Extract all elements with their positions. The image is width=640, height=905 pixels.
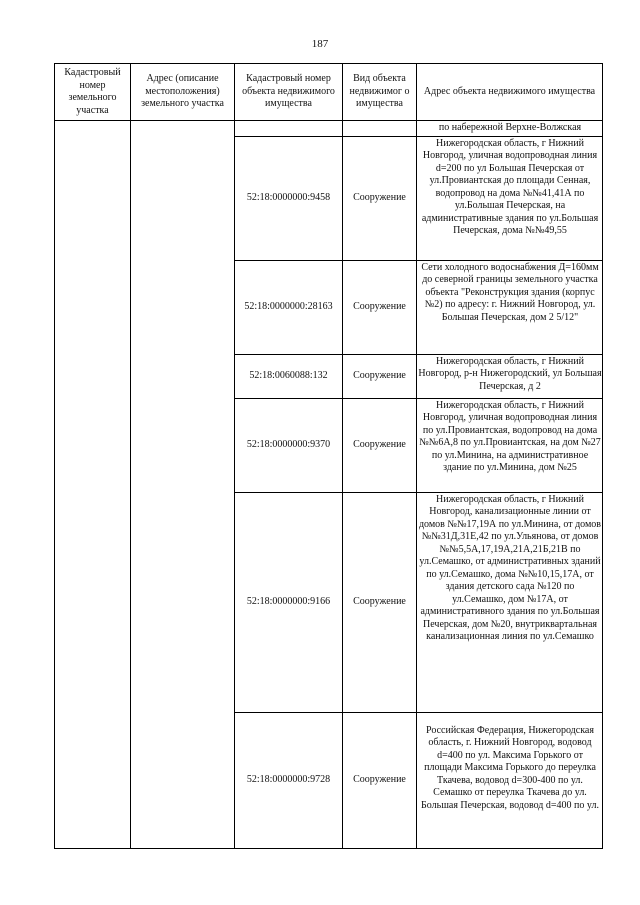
object-cad-number-cell: 52:18:0000000:9370 <box>235 398 343 492</box>
object-address-cell: по набережной Верхне-Волжская <box>417 121 603 137</box>
object-cad-number-cell: 52:18:0000000:28163 <box>235 260 343 354</box>
object-cad-number-cell: 52:18:0000000:9166 <box>235 492 343 712</box>
header-land-cad-number: Кадастровый номер земельного участка <box>55 64 131 121</box>
object-kind-cell <box>343 121 417 137</box>
object-address-cell: Сети холодного водоснабжения Д=160мм до северной границы земельного участка объекта "Реконструкция здания (корпус №2) по адресу: г. Нижний Новгород, ул. Большая Печерская, дом 2 5/12" <box>417 260 603 354</box>
object-kind-cell: Сооружение <box>343 354 417 398</box>
land-address-cell <box>131 121 235 849</box>
land-cad-number-cell <box>55 121 131 849</box>
object-kind-cell: Сооружение <box>343 136 417 260</box>
object-address-cell: Нижегородская область, г Нижний Новгород, канализационные линии от домов №№17,19А по ул.Минина, от домов №№31Д,31Е,42 по ул.Ульянова, от домов №№5,5А,17,19А,21А,21Б,21В по ул.Семашко, от административных зданий по ул.Семашко, дома №№10,15,17А, от здания детского сада №120 по ул.Семашко, дом №17А, от административного здания по ул.Большая Печерская, дом №20, внутриквартальная канализационная линия по ул.Семашко <box>417 492 603 712</box>
object-cad-number-cell: 52:18:0060088:132 <box>235 354 343 398</box>
header-object-cad-number: Кадастровый номер объекта недвижимого имущества <box>235 64 343 121</box>
object-kind-cell: Сооружение <box>343 712 417 848</box>
object-address-cell: Нижегородская область, г Нижний Новгород, уличная водопроводная линия d=200 по ул Большая Печерская от ул.Провиантская до площади Сенная, водопровод на дома №№41,41А по ул.Большая Печерская, на административные здания по ул.Большая Печерская, дома №№49,55 <box>417 136 603 260</box>
object-cad-number-cell: 52:18:0000000:9458 <box>235 136 343 260</box>
object-kind-cell: Сооружение <box>343 492 417 712</box>
table-row <box>55 121 603 137</box>
object-address-cell: Нижегородская область, г Нижний Новгород, р-н Нижегородский, ул Большая Печерская, д 2 <box>417 354 603 398</box>
object-address-cell: Нижегородская область, г Нижний Новгород, уличная водопроводная линия по ул.Провиантская, водопровод на дома №№6А,8 по ул.Провиантская, на дом №27 по ул.Минина, на административное здание по ул.Минина, дом №25 <box>417 398 603 492</box>
object-kind-cell: Сооружение <box>343 260 417 354</box>
object-cad-number-cell <box>235 121 343 137</box>
header-object-kind: Вид объекта недвижимог о имущества <box>343 64 417 121</box>
header-object-address: Адрес объекта недвижимого имущества <box>417 64 603 121</box>
page-number: 187 <box>311 38 329 50</box>
object-address-cell: Российская Федерация, Нижегородская область, г. Нижний Новгород, водовод d=400 по ул. Максима Горького от площади Максима Горького до переулка Ткачева, водовод d=300-400 по ул. Семашко от переулка Ткачева до ул. Большая Печерская, водовод d=400 по ул. <box>417 712 603 848</box>
object-kind-cell: Сооружение <box>343 398 417 492</box>
object-cad-number-cell: 52:18:0000000:9728 <box>235 712 343 848</box>
header-land-address: Адрес (описание местоположения) земельного участка <box>131 64 235 121</box>
registry-table <box>54 63 603 849</box>
table-header-row <box>55 64 603 121</box>
